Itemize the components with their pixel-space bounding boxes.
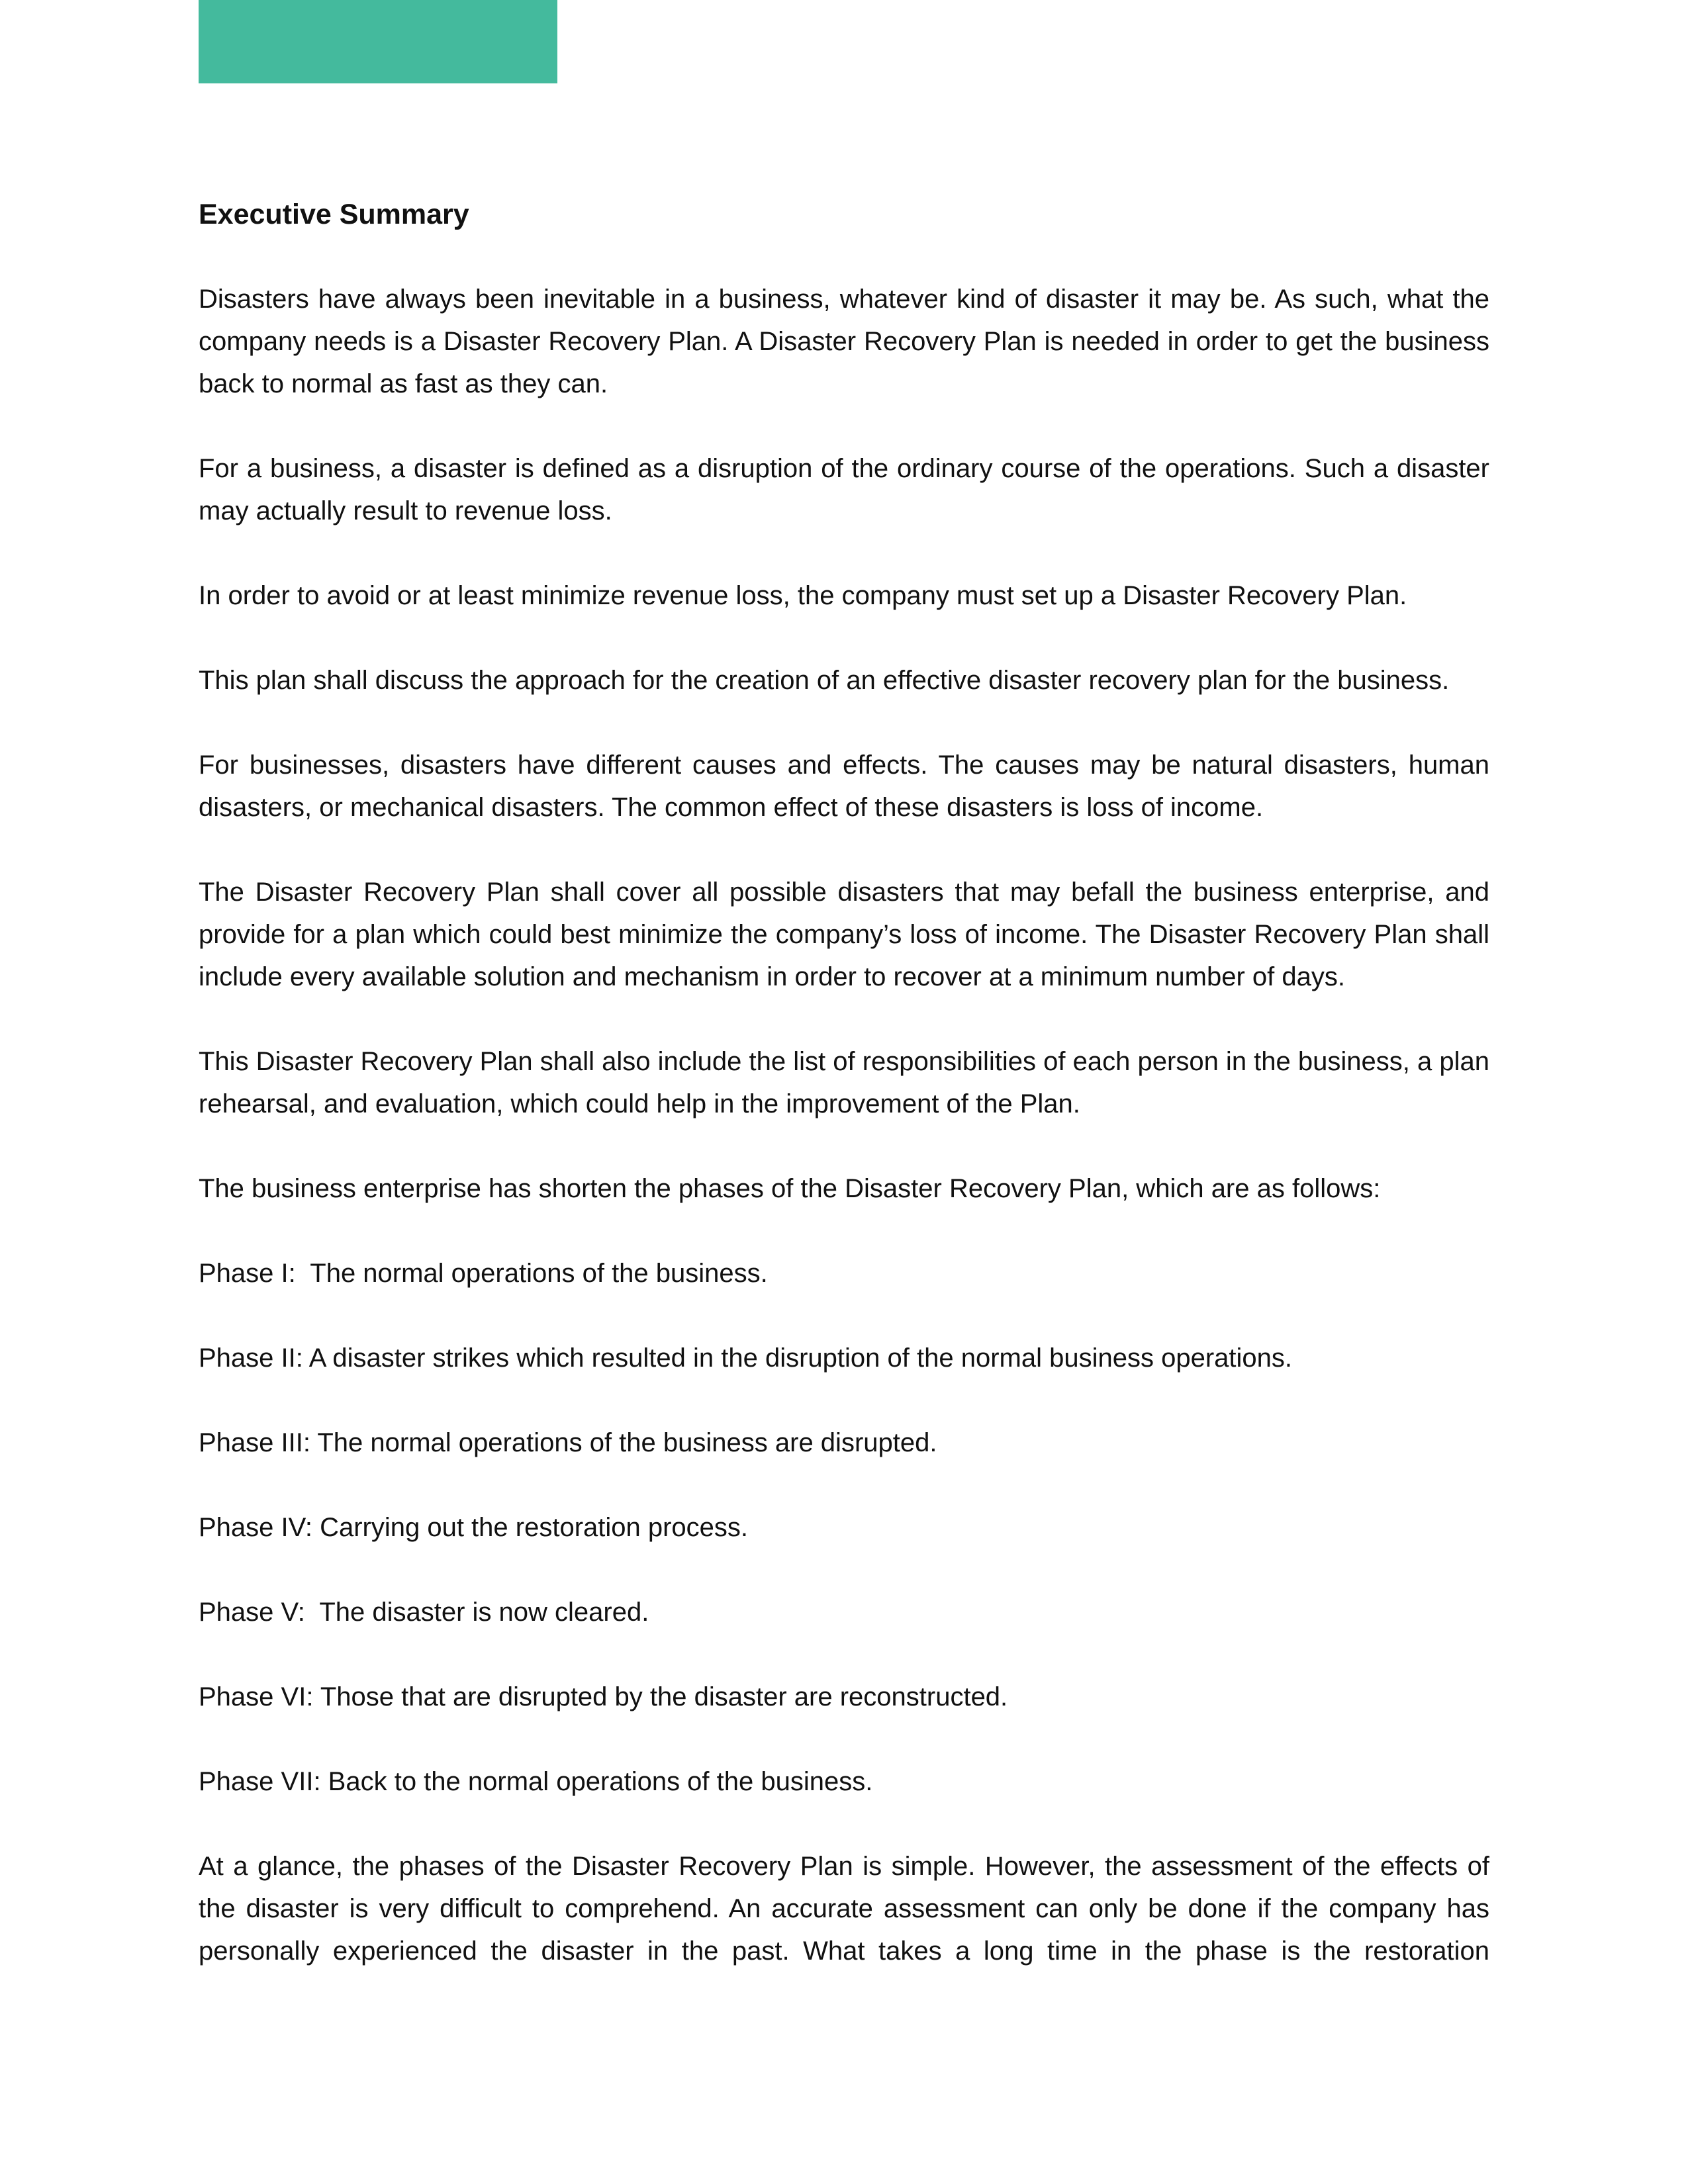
phase-6: Phase VI: Those that are disrupted by the disaster are reconstructed. <box>199 1682 1008 1711</box>
phase-7: Phase VII: Back to the normal operations of the business. <box>199 1767 873 1796</box>
phase-1: Phase I: The normal operations of the business. <box>199 1259 768 1288</box>
paragraph-approach: This plan shall discuss the approach for the creation of an effective disaster recovery plan for the business. <box>199 666 1450 695</box>
header-accent-bar <box>199 0 557 83</box>
paragraph-responsibilities: This Disaster Recovery Plan shall also include the list of responsibilities of each person in the business, a plan rehearsal, and evaluation, which could help in the improvement of the Plan. <box>199 1047 1489 1118</box>
paragraph-definition: For a business, a disaster is defined as a disruption of the ordinary course of the operations. Such a disaster may actually result to revenue loss. <box>199 454 1489 525</box>
paragraph-intro: Disasters have always been inevitable in a business, whatever kind of disaster it may be. As such, what the company needs is a Disaster Recovery Plan. A Disaster Recovery Plan is needed in order to get the business back to normal as fast as they can. <box>199 285 1489 398</box>
paragraph-causes: For businesses, disasters have different causes and effects. The causes may be natural disasters, human disasters, or mechanical disasters. The common effect of these disasters is loss of income. <box>199 751 1489 822</box>
page-title: Executive Summary <box>199 199 469 230</box>
paragraph-assessment: At a glance, the phases of the Disaster Recovery Plan is simple. However, the assessment of the effects of the disaster is very difficult to comprehend. An accurate assessment can only be done if the company has personally experienced the disaster in the past. What takes a long time in the phase is the restoration <box>199 1852 1489 1966</box>
paragraph-phases-intro: The business enterprise has shorten the phases of the Disaster Recovery Plan, which are as follows: <box>199 1174 1381 1203</box>
paragraph-purpose: In order to avoid or at least minimize revenue loss, the company must set up a Disaster Recovery Plan. <box>199 581 1407 610</box>
phase-2: Phase II: A disaster strikes which resulted in the disruption of the normal business operations. <box>199 1343 1292 1373</box>
paragraph-coverage: The Disaster Recovery Plan shall cover all possible disasters that may befall the business enterprise, and provide for a plan which could best minimize the company’s loss of income. The Disaster Recovery Plan shall include every available solution and mechanism in order to recover at a minimum number of days. <box>199 878 1489 991</box>
phase-5: Phase V: The disaster is now cleared. <box>199 1598 649 1627</box>
phase-3: Phase III: The normal operations of the business are disrupted. <box>199 1428 937 1457</box>
phase-4: Phase IV: Carrying out the restoration process. <box>199 1513 749 1542</box>
document-body <box>199 193 1489 1972</box>
